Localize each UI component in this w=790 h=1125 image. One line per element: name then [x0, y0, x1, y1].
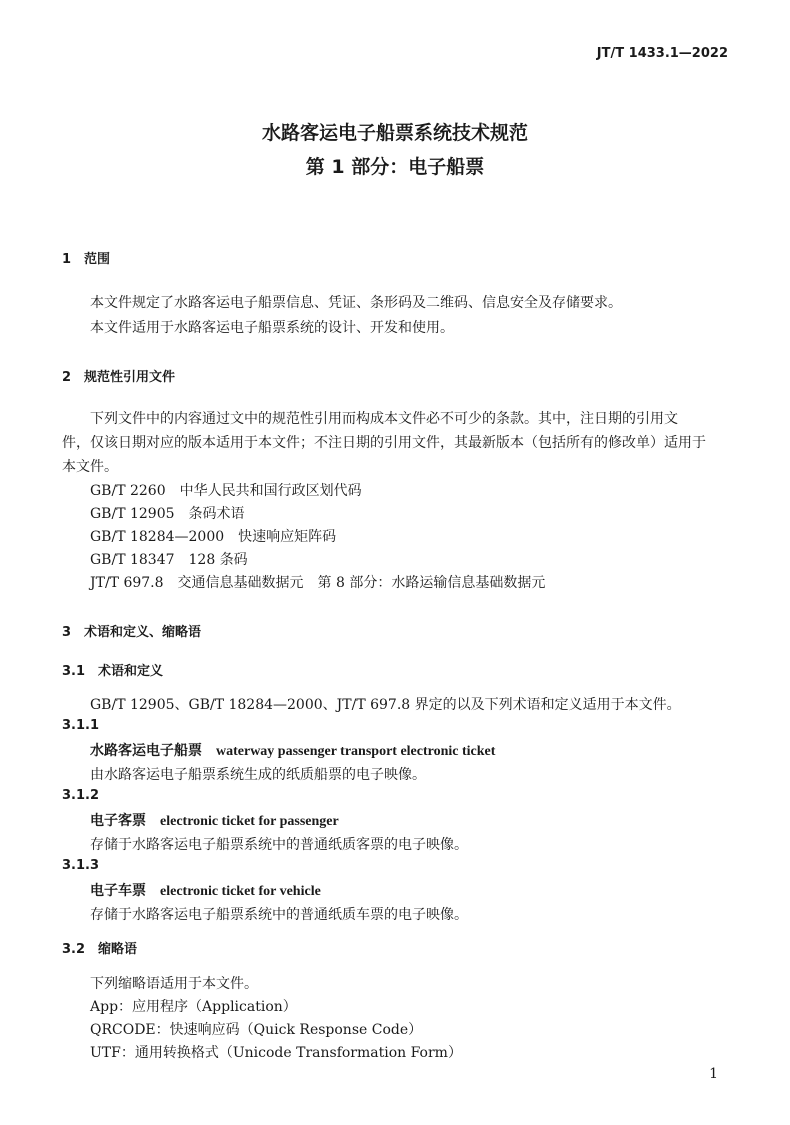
term-title [90, 880, 321, 900]
term-number: 3.1.1 [62, 718, 100, 733]
term-definition: 存储于水路客运电子船票系统中的普通纸质客票的电子映像。 [90, 837, 468, 853]
section-3-1-heading: 3.1 术语和定义 [62, 664, 164, 679]
term-number: 3.1.3 [62, 858, 100, 873]
abbreviation-item: UTF：通用转换格式（Unicode Transformation Form） [90, 1045, 462, 1061]
reference-title: 快速响应矩阵码 [238, 529, 337, 545]
section-2-heading: 2 规范性引用文件 [62, 370, 176, 385]
reference-item [90, 572, 545, 592]
section-3-2-intro: 下列缩略语适用于本文件。 [90, 976, 258, 992]
title-line-1: 水路客运电子船票系统技术规范 [261, 122, 528, 144]
term-definition: 存储于水路客运电子船票系统中的普通纸质车票的电子映像。 [90, 907, 468, 923]
section-1-heading: 1 范围 [62, 252, 111, 267]
reference-code: GB/T 18347 [90, 552, 175, 568]
term-en: electronic ticket for passenger [160, 814, 339, 829]
term-definition: 由水路客运电子船票系统生成的纸质船票的电子映像。 [90, 767, 426, 783]
section-2-para-line-2: 件，仅该日期对应的版本适用于本文件；不注日期的引用文件，其最新版本（包括所有的修改单）适用于 [62, 435, 706, 451]
reference-item [90, 503, 245, 523]
abbreviation-item: App：应用程序（Application） [90, 999, 297, 1015]
term-en: waterway passenger transport electronic ticket [216, 744, 496, 759]
section-1-para-1: 本文件规定了水路客运电子船票信息、凭证、条形码及二维码、信息安全及存储要求。 [90, 295, 622, 311]
reference-title: 128 条码 [188, 552, 248, 568]
term-title [90, 740, 495, 760]
term-zh: 电子车票 [90, 883, 146, 899]
section-1-para-2: 本文件适用于水路客运电子船票系统的设计、开发和使用。 [90, 320, 454, 336]
standard-code-header: JT/T 1433.1—2022 [596, 46, 728, 61]
reference-item [90, 480, 362, 500]
term-zh: 水路客运电子船票 [90, 743, 202, 759]
reference-title: 交通信息基础数据元 第 8 部分：水路运输信息基础数据元 [177, 575, 546, 591]
section-3-1-intro: GB/T 12905、GB/T 18284—2000、JT/T 697.8 界定的以及下列术语和定义适用于本文件。 [90, 697, 681, 713]
reference-item [90, 549, 248, 569]
abbreviation-item: QRCODE：快速响应码（Quick Response Code） [90, 1022, 423, 1038]
term-en: electronic ticket for vehicle [160, 884, 321, 899]
section-2-para-line-3: 本文件。 [62, 459, 118, 475]
section-3-heading: 3 术语和定义、缩略语 [62, 625, 202, 640]
reference-title: 中华人民共和国行政区划代码 [179, 483, 362, 499]
section-3-2-heading: 3.2 缩略语 [62, 942, 138, 957]
reference-code: GB/T 2260 [90, 483, 166, 499]
term-number: 3.1.2 [62, 788, 100, 803]
title-line-2: 第 1 部分：电子船票 [305, 156, 485, 178]
section-2-para-line-1: 下列文件中的内容通过文中的规范性引用而构成本文件必不可少的条款。其中，注日期的引用文 [90, 411, 678, 427]
reference-item [90, 526, 336, 546]
page-number: 1 [709, 1066, 718, 1082]
reference-code: GB/T 12905 [90, 506, 175, 522]
reference-code: JT/T 697.8 [90, 575, 164, 591]
reference-title: 条码术语 [188, 506, 245, 522]
term-title [90, 810, 339, 830]
reference-code: GB/T 18284—2000 [90, 529, 225, 545]
term-zh: 电子客票 [90, 813, 146, 829]
